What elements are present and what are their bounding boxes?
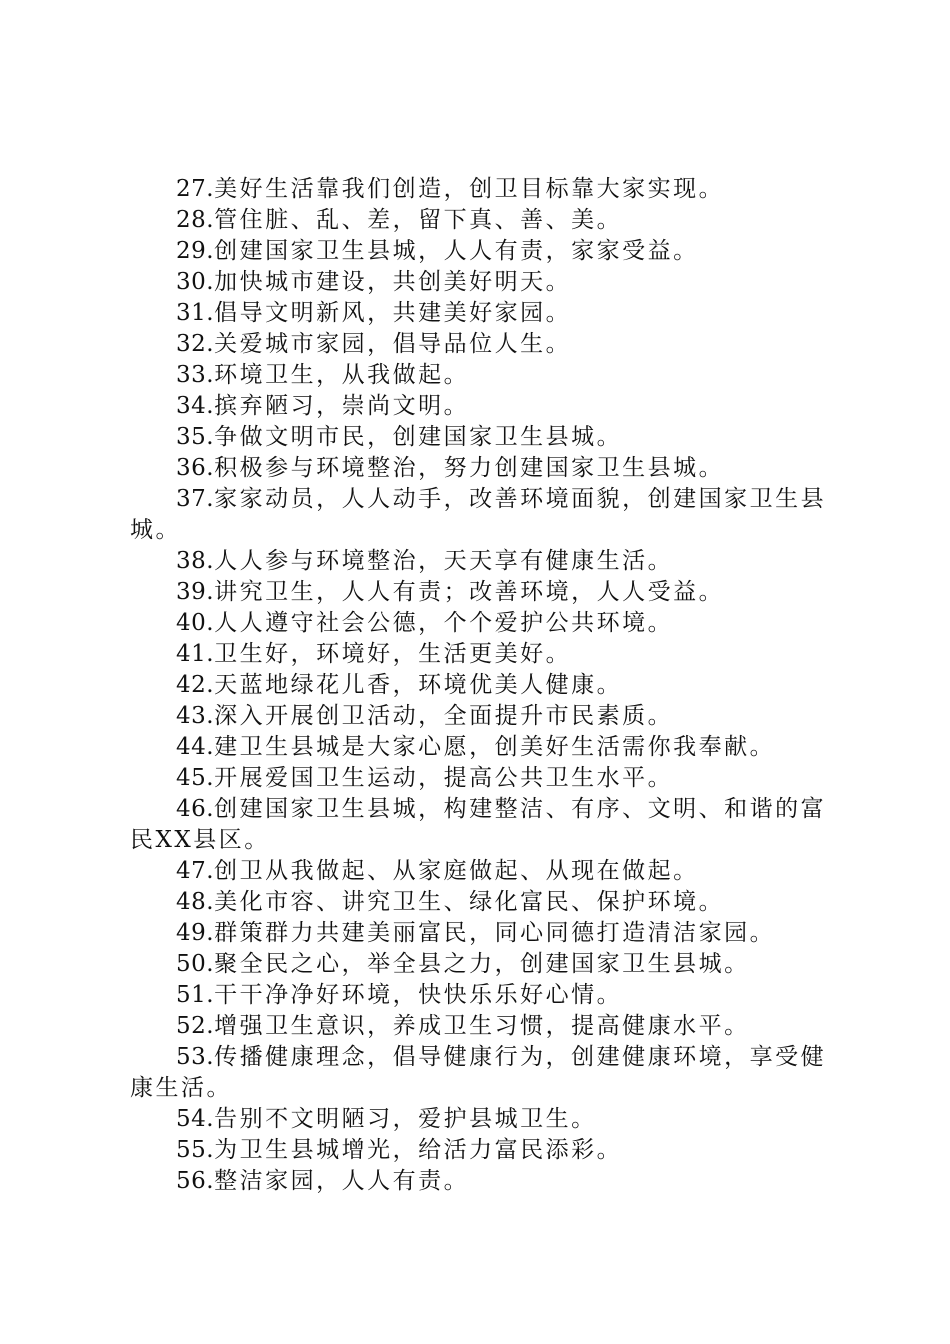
list-item xyxy=(130,918,832,949)
item-number: 55. xyxy=(176,1137,215,1163)
item-text: 加快城市建设，共创美好明天。 xyxy=(214,269,572,295)
list-item xyxy=(130,391,832,422)
item-text: 整洁家园，人人有责。 xyxy=(214,1168,470,1194)
item-number: 56. xyxy=(176,1168,215,1194)
list-item xyxy=(130,732,832,763)
list-item xyxy=(130,484,832,546)
item-number: 39. xyxy=(176,579,215,605)
item-number: 47. xyxy=(176,858,215,884)
item-text: 美好生活靠我们创造，创卫目标靠大家实现。 xyxy=(214,176,725,202)
item-text: 人人遵守社会公德，个个爱护公共环境。 xyxy=(214,610,674,636)
list-item xyxy=(130,1135,832,1166)
item-number: 52. xyxy=(176,1013,215,1039)
item-text: 管住脏、乱、差，留下真、善、美。 xyxy=(214,207,623,233)
list-item xyxy=(130,298,832,329)
list-item xyxy=(130,763,832,794)
item-number: 30. xyxy=(176,269,215,295)
item-text: 告别不文明陋习，爱护县城卫生。 xyxy=(214,1106,597,1132)
item-text: 聚全民之心，举全县之力，创建国家卫生县城。 xyxy=(214,951,750,977)
list-item xyxy=(130,360,832,391)
item-number: 36. xyxy=(176,455,215,481)
list-item xyxy=(130,236,832,267)
item-number: 40. xyxy=(176,610,215,636)
item-number: 28. xyxy=(176,207,215,233)
item-number: 29. xyxy=(176,238,215,264)
item-number: 34. xyxy=(176,393,215,419)
item-number: 46. xyxy=(176,796,215,822)
item-text: 群策群力共建美丽富民，同心同德打造清洁家园。 xyxy=(214,920,776,946)
item-number: 48. xyxy=(176,889,215,915)
item-text: 关爱城市家园，倡导品位人生。 xyxy=(214,331,572,357)
item-number: 43. xyxy=(176,703,215,729)
list-item xyxy=(130,980,832,1011)
item-number: 35. xyxy=(176,424,215,450)
list-item xyxy=(130,453,832,484)
item-text: 卫生好，环境好，生活更美好。 xyxy=(214,641,572,667)
item-number: 42. xyxy=(176,672,215,698)
item-number: 51. xyxy=(176,982,215,1008)
list-item xyxy=(130,329,832,360)
item-number: 38. xyxy=(176,548,215,574)
item-text: 为卫生县城增光，给活力富民添彩。 xyxy=(214,1137,623,1163)
item-number: 50. xyxy=(176,951,215,977)
list-item xyxy=(130,205,832,236)
item-text: 美化市容、讲究卫生、绿化富民、保护环境。 xyxy=(214,889,725,915)
list-item xyxy=(130,608,832,639)
item-text: 人人参与环境整治，天天享有健康生活。 xyxy=(214,548,674,574)
item-text: 环境卫生，从我做起。 xyxy=(214,362,470,388)
list-item xyxy=(130,639,832,670)
item-number: 45. xyxy=(176,765,215,791)
item-text: 创建国家卫生县城，构建整洁、有序、文明、和谐的富民XX县区。 xyxy=(130,796,827,853)
item-text: 深入开展创卫活动，全面提升市民素质。 xyxy=(214,703,674,729)
slogan-list xyxy=(130,174,832,1197)
list-item xyxy=(130,1166,832,1197)
list-item xyxy=(130,701,832,732)
item-text: 倡导文明新风，共建美好家园。 xyxy=(214,300,572,326)
item-text: 天蓝地绿花儿香，环境优美人健康。 xyxy=(214,672,623,698)
item-text: 创卫从我做起、从家庭做起、从现在做起。 xyxy=(214,858,699,884)
item-text: 建卫生县城是大家心愿，创美好生活需你我奉献。 xyxy=(214,734,776,760)
item-text: 创建国家卫生县城，人人有责，家家受益。 xyxy=(214,238,699,264)
list-item xyxy=(130,577,832,608)
item-number: 49. xyxy=(176,920,215,946)
list-item xyxy=(130,670,832,701)
item-text: 争做文明市民，创建国家卫生县城。 xyxy=(214,424,623,450)
item-text: 讲究卫生，人人有责；改善环境，人人受益。 xyxy=(214,579,725,605)
item-text: 家家动员，人人动手，改善环境面貌，创建国家卫生县城。 xyxy=(130,486,827,543)
item-number: 32. xyxy=(176,331,215,357)
item-number: 53. xyxy=(176,1044,215,1070)
list-item xyxy=(130,949,832,980)
item-number: 27. xyxy=(176,176,215,202)
list-item xyxy=(130,1011,832,1042)
item-text: 传播健康理念，倡导健康行为，创建健康环境，享受健康生活。 xyxy=(130,1044,827,1101)
list-item xyxy=(130,794,832,856)
list-item xyxy=(130,267,832,298)
item-number: 41. xyxy=(176,641,215,667)
list-item xyxy=(130,422,832,453)
item-number: 33. xyxy=(176,362,215,388)
item-number: 37. xyxy=(176,486,215,512)
item-number: 54. xyxy=(176,1106,215,1132)
item-number: 44. xyxy=(176,734,215,760)
list-item xyxy=(130,1104,832,1135)
list-item xyxy=(130,1042,832,1104)
list-item xyxy=(130,887,832,918)
item-number: 31. xyxy=(176,300,215,326)
item-text: 积极参与环境整治，努力创建国家卫生县城。 xyxy=(214,455,725,481)
list-item xyxy=(130,174,832,205)
item-text: 开展爱国卫生运动，提高公共卫生水平。 xyxy=(214,765,674,791)
item-text: 增强卫生意识，养成卫生习惯，提高健康水平。 xyxy=(214,1013,750,1039)
list-item xyxy=(130,546,832,577)
item-text: 干干净净好环境，快快乐乐好心情。 xyxy=(214,982,623,1008)
list-item xyxy=(130,856,832,887)
item-text: 摈弃陋习，崇尚文明。 xyxy=(214,393,470,419)
